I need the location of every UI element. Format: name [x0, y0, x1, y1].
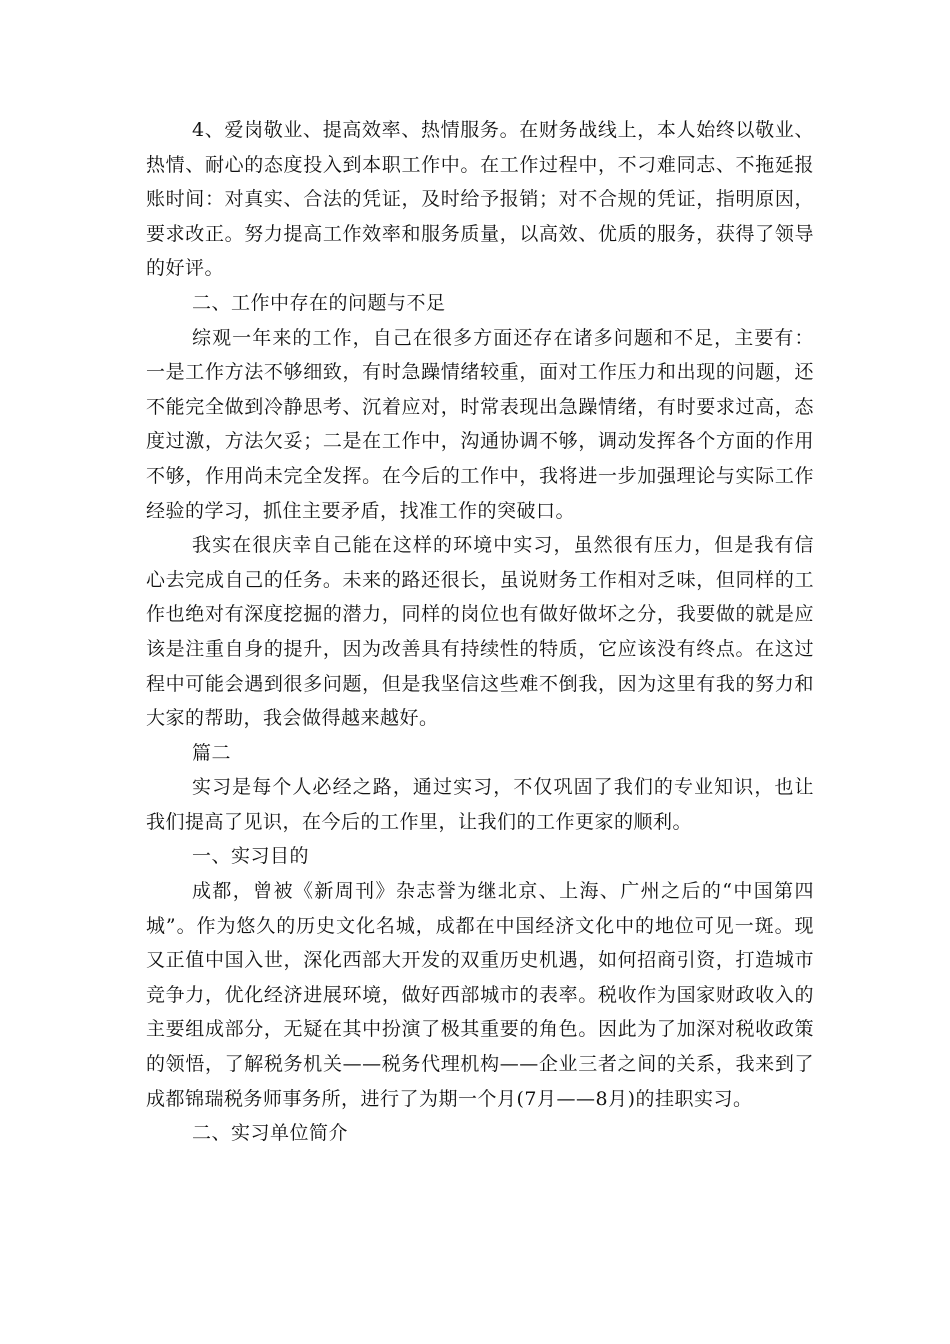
paragraph-intro: 实习是每个人必经之路，通过实习，不仅巩固了我们的专业知识，也让我们提高了见识，在今后的工作里，让我们的工作更家的顺利。	[146, 776, 814, 833]
paragraph-reflection: 我实在很庆幸自己能在这样的环境中实习，虽然很有压力，但是我有信心去完成自己的任务。未来的路还很长，虽说财务工作相对乏味，但同样的工作也绝对有深度挖掘的潜力，同样的岗位也有做好做坏之分，我要做的就是应该是注重自身的提升，因为改善具有持续性的特质，它应该没有终点。在这过程中可能会遇到很多问题，但是我坚信这些难不倒我，因为这里有我的努力和大家的帮助，我会做得越来越好。	[146, 534, 814, 730]
document-page	[146, 113, 814, 1151]
heading-part-two: 篇二	[192, 741, 232, 764]
heading-internship-purpose: 一、实习目的	[192, 845, 310, 868]
paragraph-problems: 综观一年来的工作，自己在很多方面还存在诸多问题和不足，主要有：一是工作方法不够细致，有时急躁情绪较重，面对工作压力和出现的问题，还不能完全做到冷静思考、沉着应对，时常表现出急躁情绪，有时要求过高，态度过激，方法欠妥；二是在工作中，沟通协调不够，调动发挥各个方面的作用不够，作用尚未完全发挥。在今后的工作中，我将进一步加强理论与实际工作经验的学习，抓住主要矛盾，找准工作的突破口。	[146, 326, 814, 522]
heading-unit-intro: 二、实习单位简介	[192, 1122, 349, 1145]
paragraph-work-attitude: 4、爱岗敬业、提高效率、热情服务。在财务战线上，本人始终以敬业、热情、耐心的态度投入到本职工作中。在工作过程中，不刁难同志、不拖延报账时间：对真实、合法的凭证，及时给予报销；对不合规的凭证，指明原因，要求改正。努力提高工作效率和服务质量，以高效、优质的服务，获得了领导的好评。	[146, 119, 814, 280]
heading-problems: 二、工作中存在的问题与不足	[192, 291, 446, 314]
paragraph-chengdu: 成都，曾被《新周刊》杂志誉为继北京、上海、广州之后的“中国第四城”。作为悠久的历史文化名城，成都在中国经济文化中的地位可见一斑。现又正值中国入世，深化西部大开发的双重历史机遇，如何招商引资，打造城市竞争力，优化经济进展环境，做好西部城市的表率。税收作为国家财政收入的主要组成部分，无疑在其中扮演了极其重要的角色。因此为了加深对税收政策的领悟，了解税务机关——税务代理机构——企业三者之间的关系，我来到了成都锦瑞税务师事务所，进行了为期一个月(7月——8月)的挂职实习。	[146, 880, 814, 1110]
